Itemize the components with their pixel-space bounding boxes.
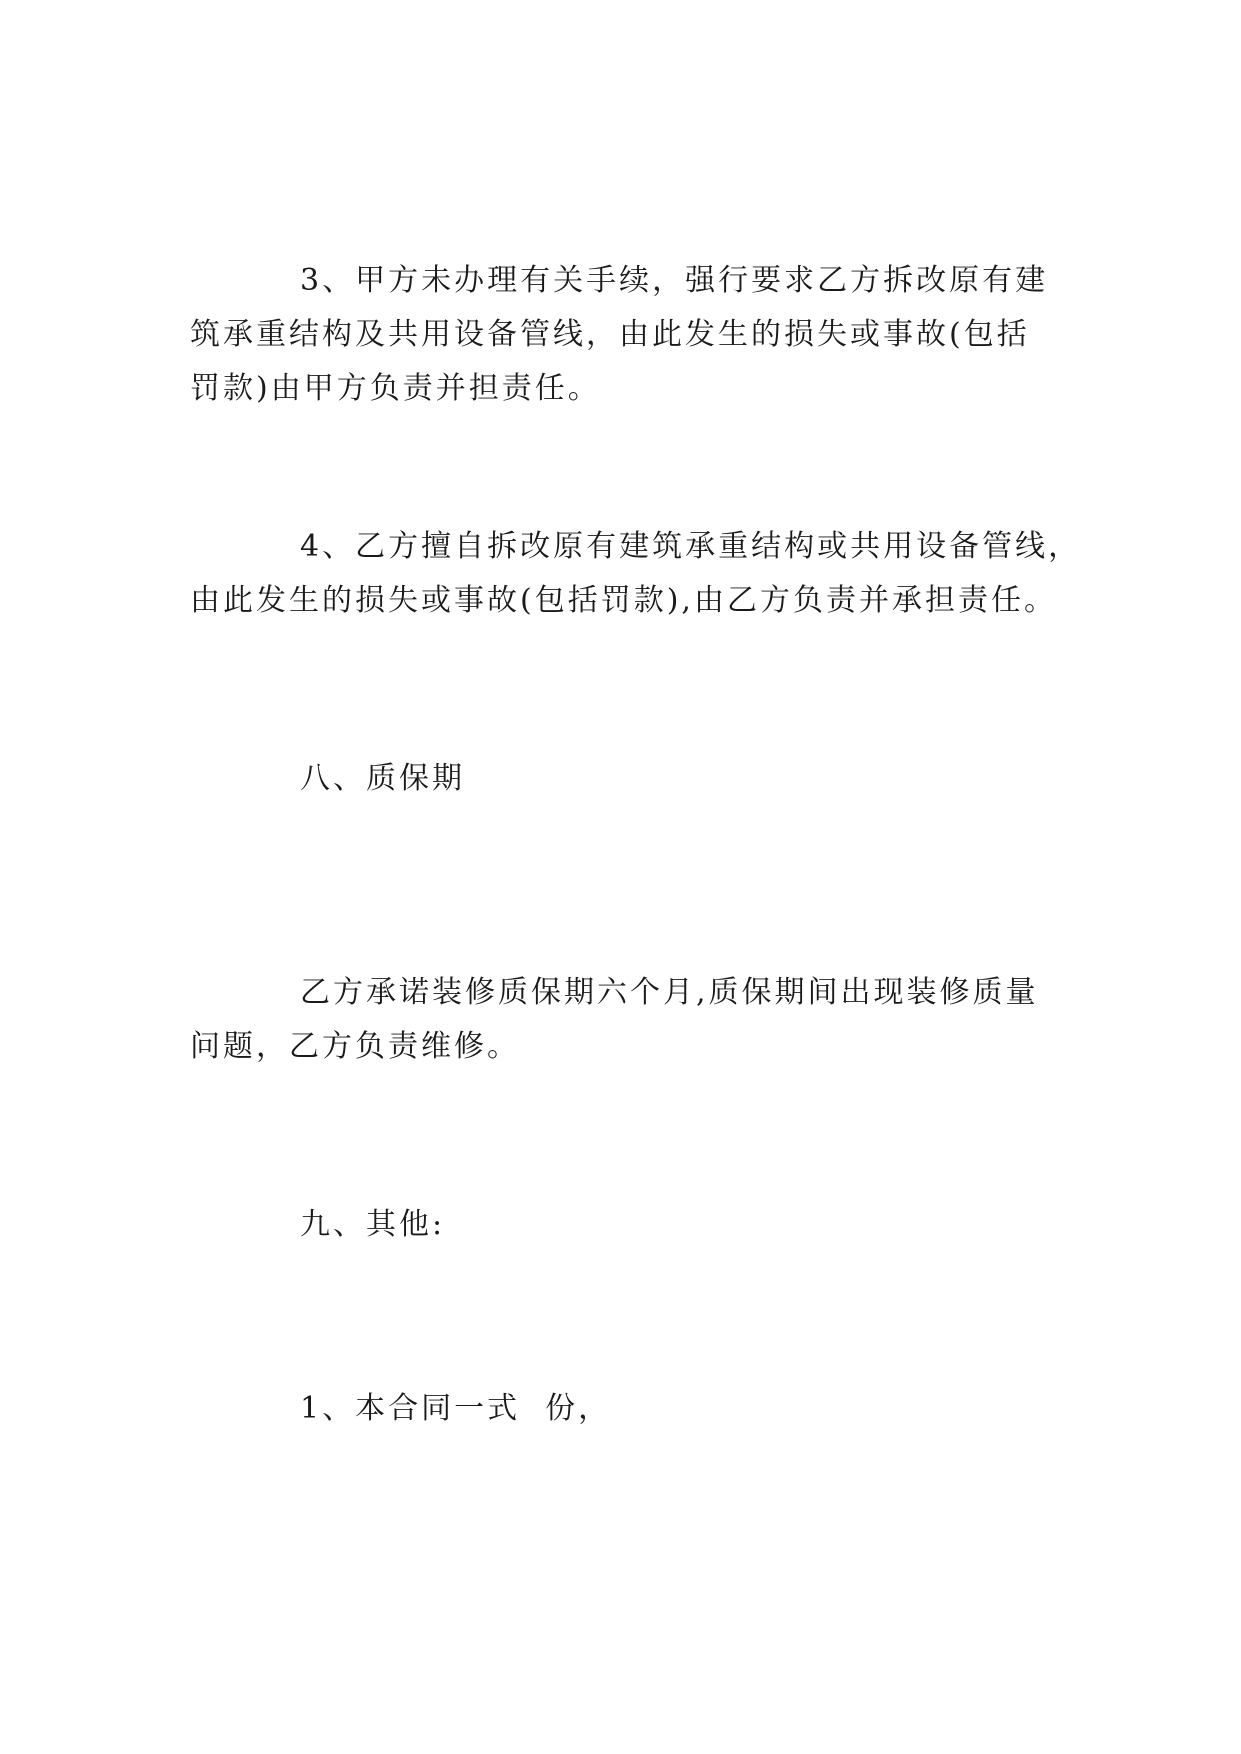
paragraph-clause-9-1 <box>190 1382 1070 1436</box>
text-line: 由此发生的损失或事故(包括罚款),由乙方负责并承担责任。 <box>190 583 1057 618</box>
heading-line: 八、质保期 <box>300 761 465 796</box>
text-line: 3、甲方未办理有关手续，强行要求乙方拆改原有建 <box>300 263 1049 298</box>
section-heading-other <box>190 1198 1070 1252</box>
text-line: 4、乙方擅自拆改原有建筑承重结构或共用设备管线， <box>300 529 1082 564</box>
paragraph-warranty-body <box>190 966 1070 1074</box>
text-line: 问题，乙方负责维修。 <box>190 1029 520 1064</box>
text-line: 筑承重结构及共用设备管线，由此发生的损失或事故(包括 <box>190 317 1030 352</box>
paragraph-clause-7-4 <box>190 520 1082 628</box>
paragraph-clause-7-3 <box>190 254 1070 416</box>
text-line: 1、本合同一式 份， <box>300 1391 612 1426</box>
text-line: 乙方承诺装修质保期六个月,质保期间出现装修质量 <box>300 975 1039 1010</box>
text-line: 罚款)由甲方负责并担责任。 <box>190 371 601 406</box>
section-heading-warranty <box>190 752 1070 806</box>
heading-line: 九、其他: <box>300 1207 446 1242</box>
